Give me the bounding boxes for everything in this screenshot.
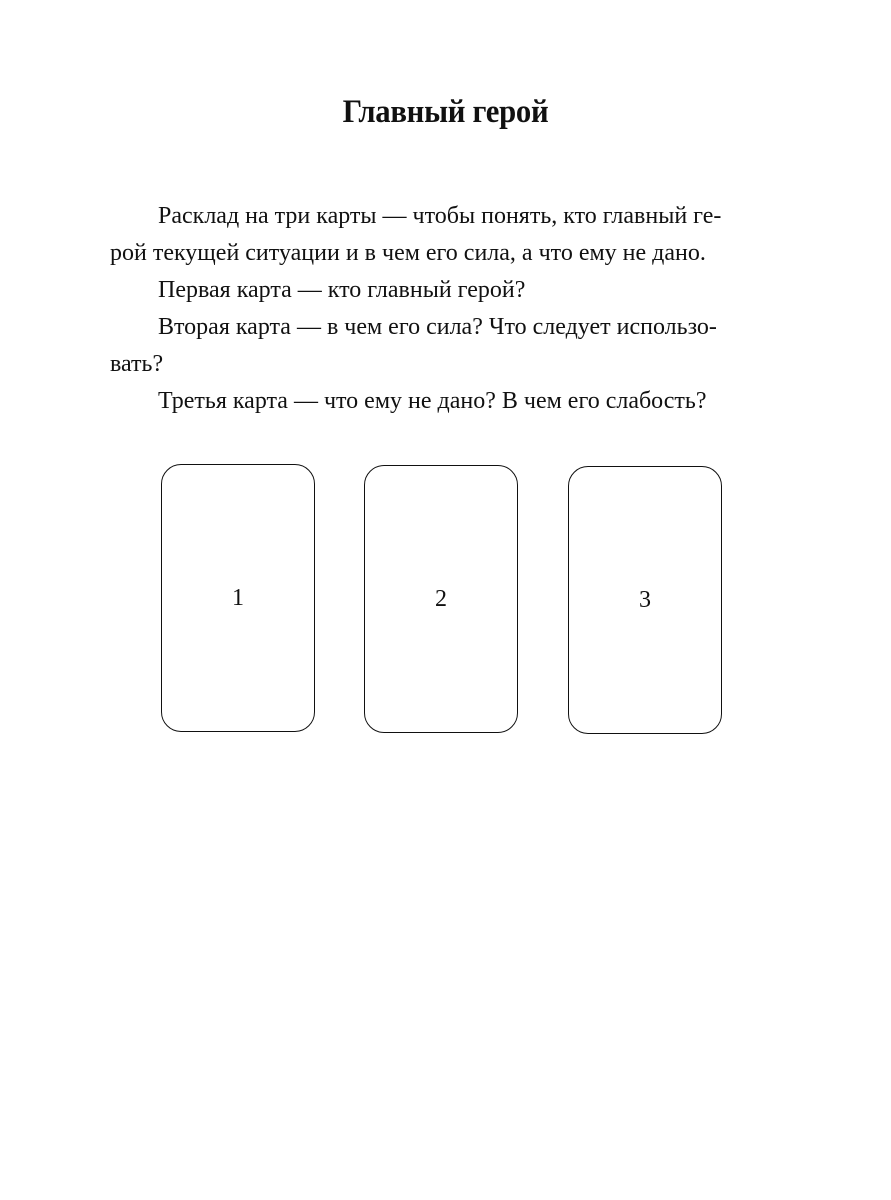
text-line: Третья карта — что ему не дано? В чем его слабость? <box>158 388 707 414</box>
text-line: вать? <box>110 351 164 377</box>
text-line: рой текущей ситуации и в чем его сила, а что ему не дано. <box>110 240 706 266</box>
card-position-1 <box>161 464 315 732</box>
text-line: Расклад на три карты — чтобы понять, кто главный ге- <box>158 203 722 229</box>
text-line: Вторая карта — в чем его сила? Что следует использо- <box>158 314 717 340</box>
card-number: 2 <box>435 586 447 612</box>
page-title: Главный герой <box>342 94 549 130</box>
card-position-3 <box>568 466 722 734</box>
card-number: 1 <box>232 585 244 611</box>
text-line: Первая карта — кто главный герой? <box>158 277 526 303</box>
card-position-2 <box>364 465 518 733</box>
card-number: 3 <box>639 587 651 613</box>
